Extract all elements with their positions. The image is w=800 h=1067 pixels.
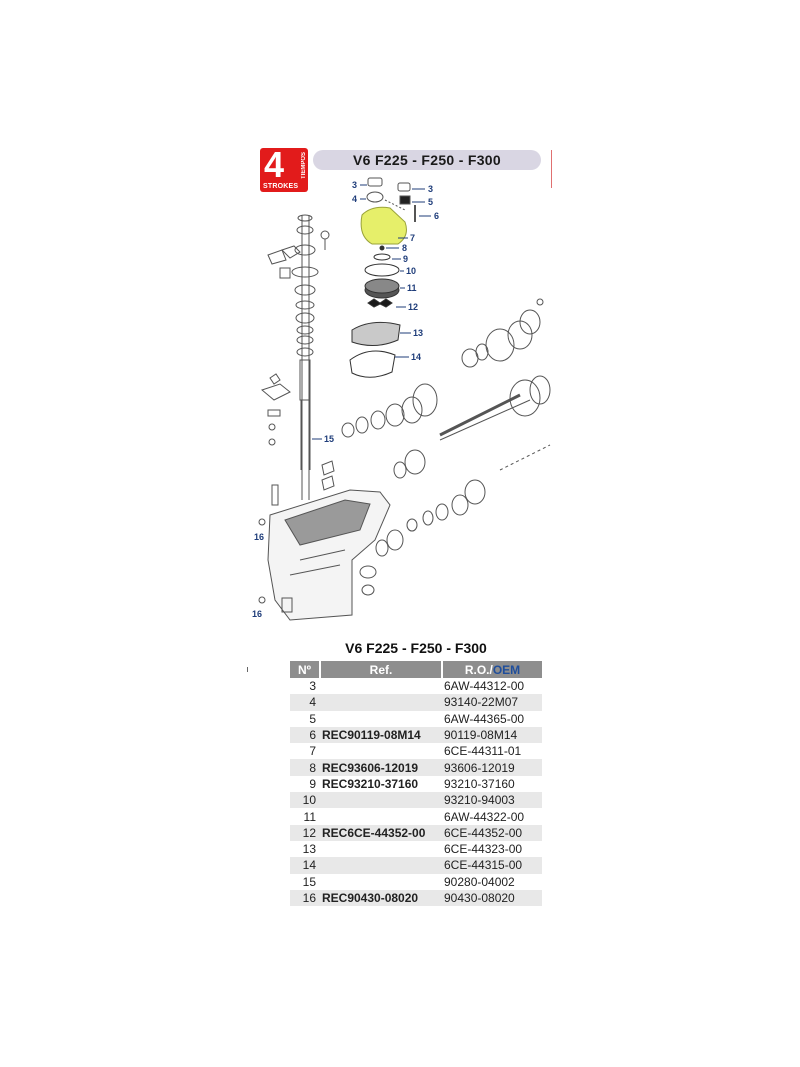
callout-3b: 3: [428, 184, 434, 194]
parts-table-body: [290, 678, 542, 906]
callout-15: 15: [324, 434, 335, 444]
cell-ref: REC93210-37160: [322, 776, 419, 791]
table-row: [290, 792, 542, 808]
cell-number: 12: [290, 825, 320, 841]
cell-ref: REC93606-12019: [320, 759, 442, 775]
logo-number: 4: [264, 144, 285, 185]
cell-ref: [320, 857, 442, 873]
cell-ref: [320, 792, 442, 808]
cell-oem: 93140-22M07: [442, 694, 542, 710]
cell-number: 5: [309, 711, 316, 726]
cell-ref: [320, 694, 442, 710]
cell-oem: 93210-94003: [442, 792, 542, 808]
cell-number: 4: [290, 694, 320, 710]
table-row: [290, 890, 542, 906]
callout-8: 8: [402, 243, 408, 253]
cell-number: 11: [303, 809, 316, 824]
cell-number: 6: [290, 727, 320, 743]
cell-oem: 93210-37160: [444, 776, 515, 791]
callout-7: 7: [410, 233, 416, 243]
cell-oem: 93606-12019: [442, 759, 542, 775]
cell-number: 15: [302, 874, 316, 889]
callout-3a: 3: [352, 180, 358, 190]
page-title: V6 F225 - F250 - F300: [313, 150, 541, 170]
header-ref: Ref.: [320, 661, 442, 678]
table-row: [290, 678, 542, 694]
cell-number: 3: [309, 679, 316, 694]
cell-oem: 90280-04002: [444, 874, 515, 889]
callout-14: 14: [411, 352, 422, 362]
exploded-parts-diagram: [245, 175, 555, 630]
cell-oem: 6CE-44352-00: [442, 825, 542, 841]
table-row: [290, 711, 542, 727]
callout-10: 10: [406, 266, 417, 276]
callout-6: 6: [434, 211, 440, 221]
table-row: [290, 776, 542, 792]
callout-11: 11: [407, 283, 417, 293]
cell-oem: 6AW-44312-00: [444, 679, 525, 694]
cell-ref: [320, 841, 442, 857]
cell-oem: 6AW-44322-00: [444, 809, 525, 824]
callout-13: 13: [413, 328, 424, 338]
cell-ref: [320, 874, 442, 890]
callout-16a: 16: [254, 532, 265, 542]
cell-ref: [320, 808, 442, 824]
cell-number: 13: [302, 842, 316, 857]
cell-number: 7: [309, 744, 316, 759]
table-row: [290, 727, 542, 743]
cell-ref: REC90430-08020: [320, 890, 442, 906]
callout-5: 5: [428, 197, 434, 207]
cell-oem: 6AW-44365-00: [444, 711, 525, 726]
callout-4: 4: [352, 194, 358, 204]
cell-number: 8: [290, 759, 320, 775]
callout-12: 12: [408, 302, 419, 312]
header-number: Nº: [290, 661, 320, 678]
header-oem: OEM: [492, 662, 521, 677]
logo-tiempos-text: TIEMPOS: [301, 152, 307, 180]
cell-number: 9: [309, 776, 316, 791]
cell-oem: 6CE-44323-00: [444, 842, 523, 857]
decorative-tick: [247, 667, 248, 672]
table-row: [290, 808, 542, 824]
cell-ref: REC6CE-44352-00: [320, 825, 442, 841]
cell-ref: REC90119-08M14: [320, 727, 442, 743]
header-ro: R.O./: [464, 662, 493, 677]
callout-16b: 16: [252, 609, 263, 619]
table-row: [290, 759, 542, 775]
cell-oem: 6CE-44311-01: [444, 744, 522, 759]
header-ro-oem: [442, 661, 542, 678]
cell-number: 16: [290, 890, 320, 906]
cell-oem: 90430-08020: [442, 890, 542, 906]
table-row: [290, 874, 542, 890]
logo-strokes-text: STROKES: [263, 183, 299, 190]
table-row: [290, 825, 542, 841]
cell-oem: 6CE-44315-00: [442, 857, 542, 873]
table-header-row: [290, 661, 542, 678]
cell-oem: 90119-08M14: [442, 727, 542, 743]
cell-ref: [320, 743, 442, 759]
cell-number: 10: [290, 792, 320, 808]
cell-number: 14: [290, 857, 320, 873]
table-row: [290, 743, 542, 759]
table-row: [290, 841, 542, 857]
water-pump-parts: [350, 246, 400, 377]
cell-ref: [320, 711, 442, 727]
table-row: [290, 694, 542, 710]
cell-ref: [320, 678, 442, 694]
table-row: [290, 857, 542, 873]
parts-table: [290, 661, 542, 906]
table-title: V6 F225 - F250 - F300: [345, 640, 487, 656]
callout-9: 9: [403, 254, 409, 264]
